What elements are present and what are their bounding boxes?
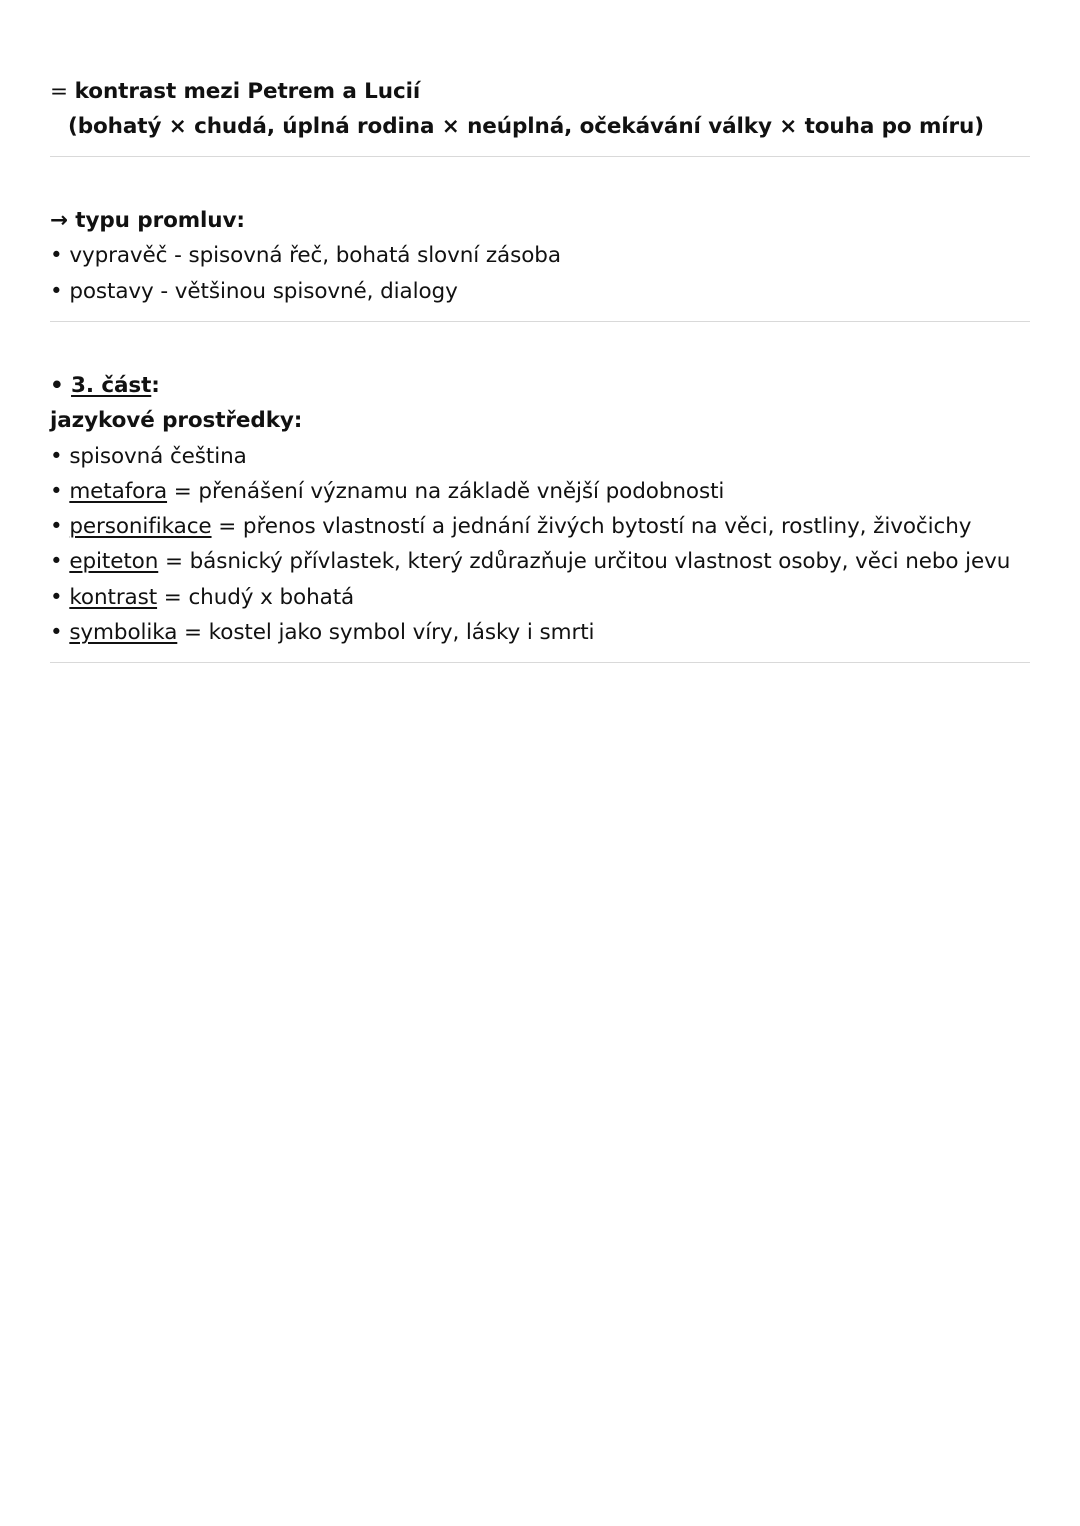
list-item: • vypravěč - spisovná řeč, bohatá slovní zásoba <box>50 243 561 269</box>
term-item <box>50 544 1010 579</box>
part-three-section <box>50 368 1010 650</box>
term-definition: = přenos vlastností a jednání živých bytostí na věci, rostliny, živočichy <box>211 514 972 540</box>
contrast-heading <box>50 74 984 109</box>
term-bullet: • <box>50 514 70 540</box>
term-bullet: • <box>50 549 70 575</box>
divider <box>50 662 1030 663</box>
contrast-section <box>50 74 984 145</box>
term-name: symbolika <box>69 620 178 646</box>
list-item: • spisovná čeština <box>50 443 247 469</box>
term-bullet: • <box>50 620 70 646</box>
part-three-heading <box>50 368 1010 403</box>
term-item <box>50 615 1010 650</box>
term-bullet: • <box>50 584 70 610</box>
term-item <box>50 580 1010 615</box>
contrast-detail: (bohatý × chudá, úplná rodina × neúplná, očekávání války × touha po míru) <box>68 114 984 140</box>
term-item <box>50 474 1010 509</box>
term-name: kontrast <box>69 584 158 610</box>
term-definition: = básnický přívlastek, který zdůrazňuje určitou vlastnost osoby, věci nebo jevu <box>158 549 1011 575</box>
divider <box>50 321 1030 322</box>
part-bullet: • <box>50 373 72 398</box>
term-name: personifikace <box>69 514 212 540</box>
contrast-title: kontrast mezi Petrem a Lucií <box>74 79 421 104</box>
speech-types-heading: → typu promluv: <box>50 208 245 233</box>
part-colon: : <box>151 373 160 398</box>
term-name: metafora <box>69 478 168 504</box>
list-item: • postavy - většinou spisovné, dialogy <box>50 278 458 304</box>
divider <box>50 156 1030 157</box>
term-name: epiteton <box>69 549 159 575</box>
term-item <box>50 509 1010 544</box>
term-definition: = přenášení významu na základě vnější podobnosti <box>167 478 725 504</box>
contrast-prefix: = <box>50 79 75 104</box>
language-devices-heading: jazykové prostředky: <box>50 408 303 434</box>
part-label: 3. část <box>71 373 152 398</box>
term-definition: = chudý x bohatá <box>157 584 355 610</box>
speech-types-section <box>50 203 561 309</box>
term-definition: = kostel jako symbol víry, lásky i smrti <box>177 620 595 646</box>
term-bullet: • <box>50 478 70 504</box>
